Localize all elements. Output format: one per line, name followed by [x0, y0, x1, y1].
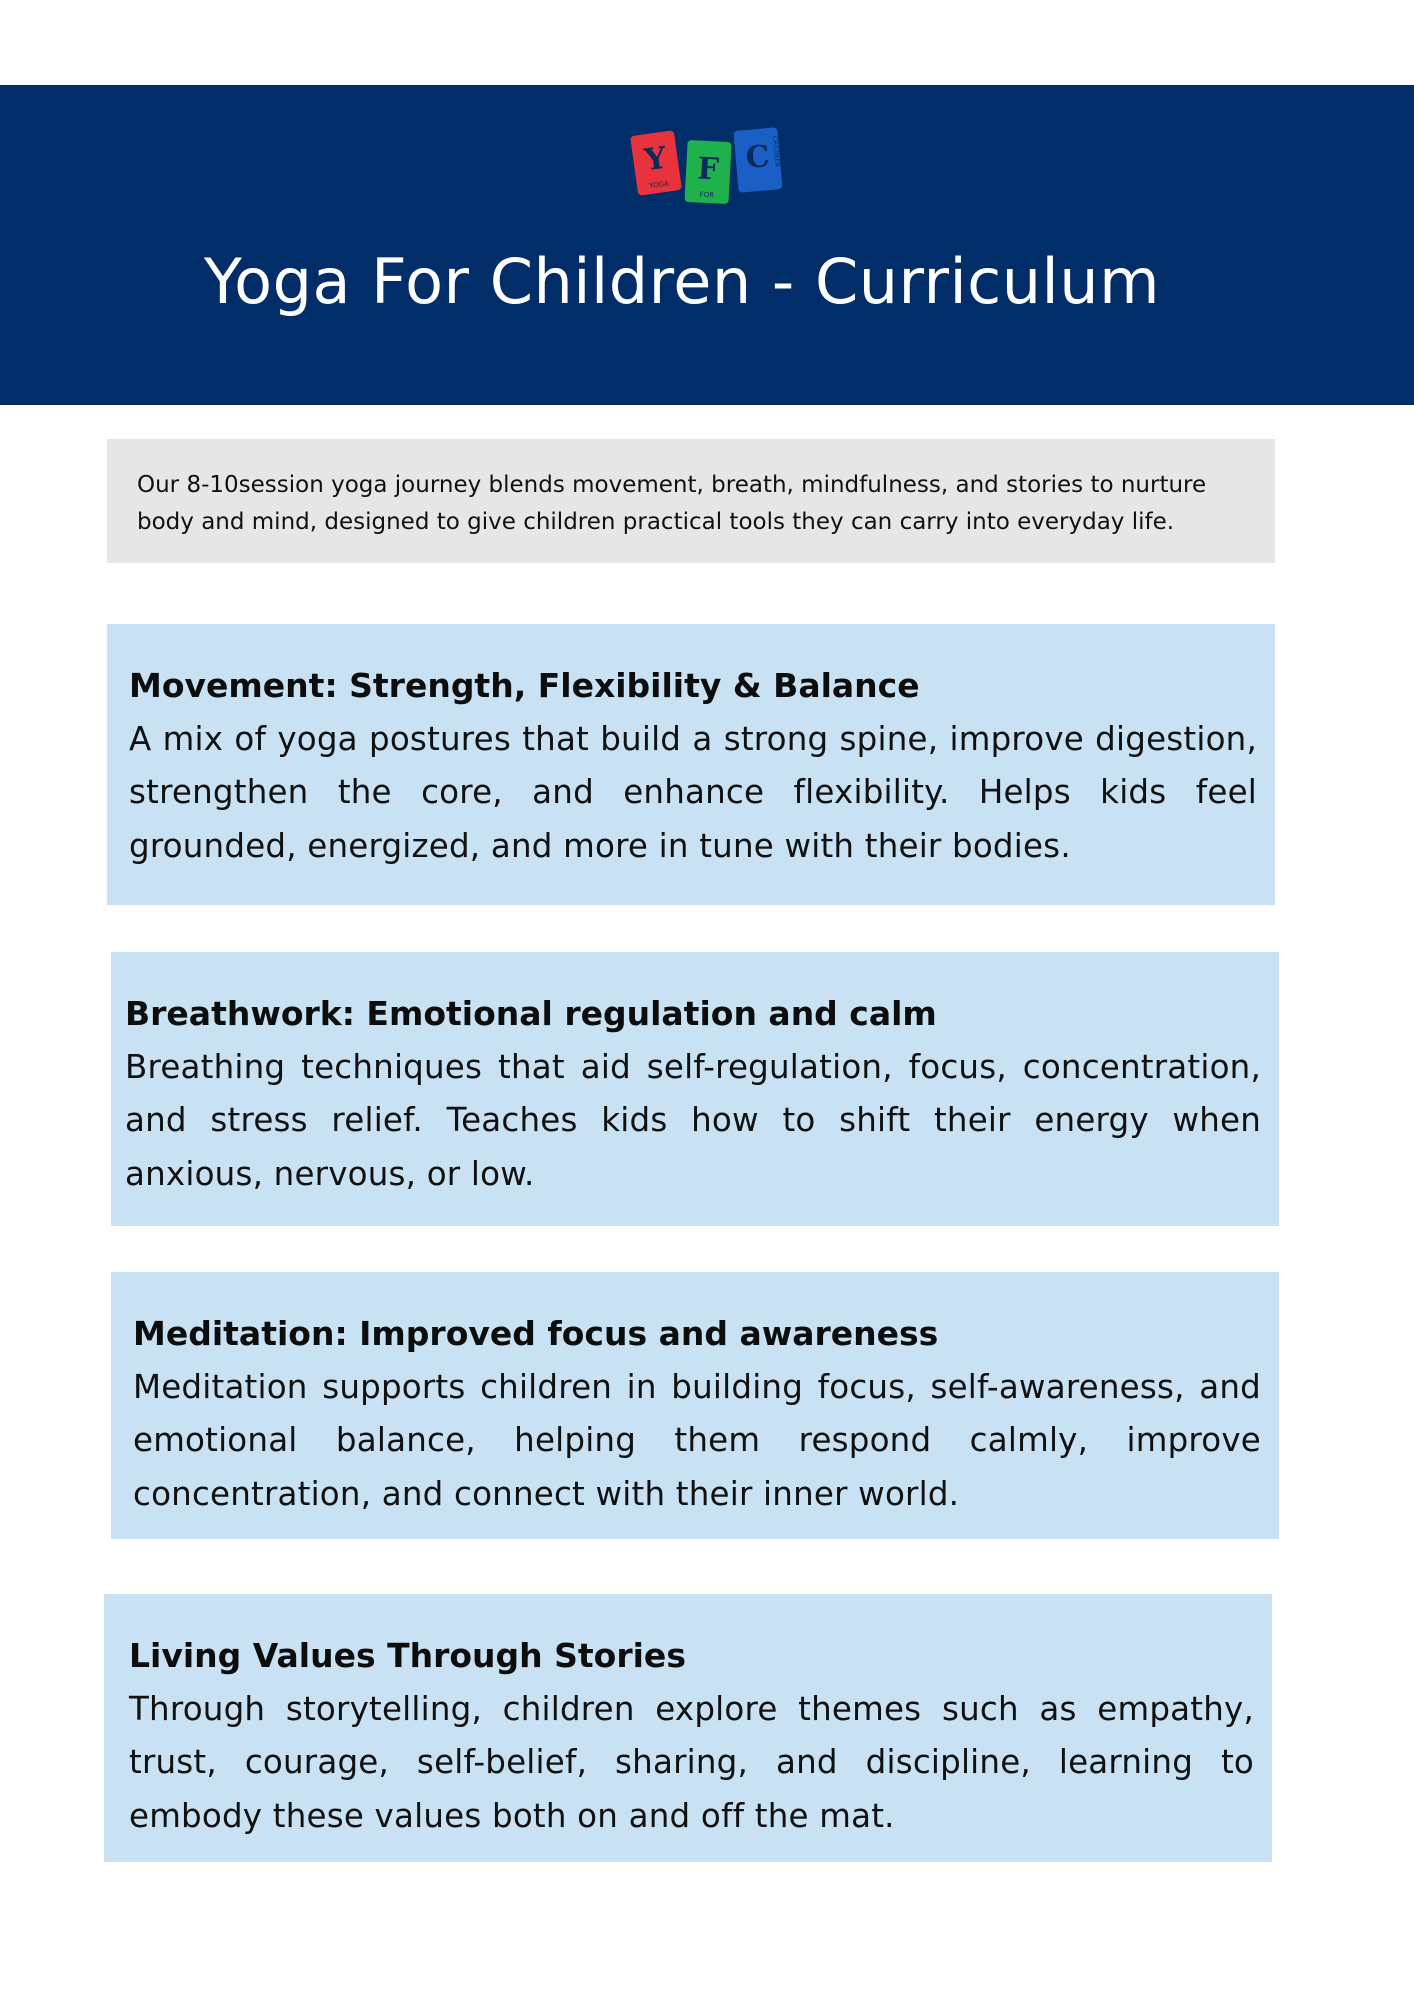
intro-box — [107, 439, 1275, 563]
section-heading-breathwork: Breathwork: Emotional regulation and calm — [125, 994, 937, 1033]
section-card-breathwork — [111, 952, 1279, 1226]
logo-letter-y: Y — [642, 140, 669, 179]
section-card-values — [104, 1594, 1272, 1862]
section-body-values: Through storytelling, children explore themes such as empathy, trust, courage, self-belief, sharing, and discipline, learning to embody these values both on and off the mat. — [129, 1689, 1254, 1836]
section-heading-meditation: Meditation: Improved focus and awareness — [133, 1314, 939, 1353]
yfc-logo — [628, 123, 788, 209]
section-heading-movement: Movement: Strength, Flexibility & Balance — [129, 666, 920, 705]
logo-label-children: CHILDREN — [770, 135, 781, 168]
section-body-movement: A mix of yoga postures that build a strong spine, improve digestion, strengthen the core, and enhance flexibility. Helps kids feel grounded, energized, and more in tune with their bodies. — [129, 719, 1257, 866]
header-banner — [0, 85, 1414, 405]
page-title: Yoga For Children - Curriculum — [204, 245, 1160, 318]
logo-letter-f: F — [696, 151, 720, 188]
intro-text: Our 8-10session yoga journey blends movement, breath, mindfulness, and stories to nurture body and mind, designed to give children practical tools they can carry into everyday life. — [137, 472, 1207, 535]
section-body-meditation: Meditation supports children in building focus, self-awareness, and emotional balance, helping them respond calmly, improve concentration, and connect with their inner world. — [133, 1367, 1261, 1514]
section-card-meditation — [111, 1272, 1279, 1539]
section-body-breathwork: Breathing techniques that aid self-regulation, focus, concentration, and stress relief. Teaches kids how to shift their energy when anxious, nervous, or low. — [125, 1047, 1261, 1194]
section-heading-values: Living Values Through Stories — [129, 1636, 686, 1675]
logo-label-yoga: YOGA — [648, 179, 670, 191]
section-card-movement — [107, 624, 1275, 905]
logo-letter-c: C — [744, 139, 772, 176]
logo-label-for: FOR — [699, 190, 715, 200]
